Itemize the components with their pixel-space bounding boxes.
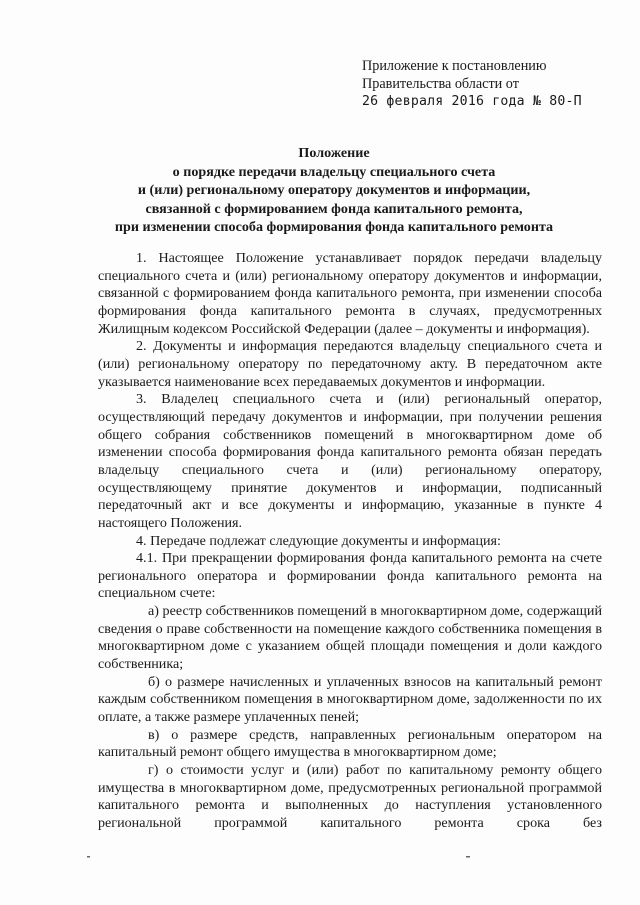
title-line-3: и (или) региональному оператору документов и информации, bbox=[137, 182, 531, 199]
item-v: в) о размере средств, направленных региональным оператором на капитальный ремонт общего имущества в многоквартирном доме; bbox=[98, 726, 602, 761]
annex-line-2: Правительства области от bbox=[362, 75, 519, 92]
paragraph-4-1: 4.1. При прекращении формирования фонда капитального ремонта на счете регионального оператора и формировании фонда капитального ремонта на специальном счете: bbox=[98, 550, 602, 602]
document-title bbox=[60, 144, 608, 237]
item-g: г) о стоимости услуг и (или) работ по капитальному ремонту общего имущества в многоквартирном доме, предусмотренных региональной программой капитального ремонта и выполненных до наступления установленного региональной программой капитального ремонта срока без bbox=[98, 762, 602, 831]
document-body bbox=[98, 250, 602, 833]
item-a: а) реестр собственников помещений в многоквартирном доме, содержащий сведения о праве собственности на помещение каждого собственника помещения в многоквартирном доме с указанием общей площади помещения и доли каждого собственника; bbox=[98, 603, 602, 673]
annex-header bbox=[362, 58, 632, 111]
paragraph-4: 4. Передаче подлежат следующие документы и информация: bbox=[136, 532, 501, 549]
annex-line-1: Приложение к постановлению bbox=[362, 58, 547, 74]
item-b: б) о размере начисленных и уплаченных взносов на капитальный ремонт каждым собственником помещения в многоквартирном доме, задолженности по их оплате, а также размере уплаченных пеней; bbox=[98, 673, 602, 726]
title-line-2: о порядке передачи владельцу специального счета bbox=[172, 163, 496, 180]
paragraph-1: 1. Настоящее Положение устанавливает порядок передачи владельцу специального счета и (или) региональному оператору документов и информации, связанной с формированием фонда капитального ремонта, при изменении способа формирования фонда капитального ремонта в случаях, предусмотренных Жилищным кодексом Российской Федерации (далее – документы и информация). bbox=[98, 250, 602, 337]
title-line-5: при изменении способа формирования фонда капитального ремонта bbox=[114, 219, 554, 236]
paragraph-3: 3. Владелец специального счета и (или) региональный оператор, осуществляющий передачу документов и информации, при получении решения общего собрания собственников помещений в многоквартирном доме об изменении способа формирования фонда капитального ремонта обязан передать владельцу специального счета и (или) региональному оператору, осуществляющему принятие документов и информации, подписанный передаточный акт и все документы и информацию, указанные в пункте 4 настоящего Положения. bbox=[98, 391, 602, 531]
paragraph-2: 2. Документы и информация передаются владельцу специального счета и (или) региональному оператору по передаточному акту. В передаточном акте указывается наименование всех передаваемых документов и информации. bbox=[98, 338, 602, 390]
scan-speck-left bbox=[87, 856, 90, 858]
scan-speck-right bbox=[466, 856, 470, 858]
annex-line-3: 26 февраля 2016 года № 80-П bbox=[362, 94, 582, 110]
title-line-1: Положение bbox=[298, 145, 370, 161]
title-line-4: связанной с формированием фонда капитального ремонта, bbox=[145, 200, 523, 217]
